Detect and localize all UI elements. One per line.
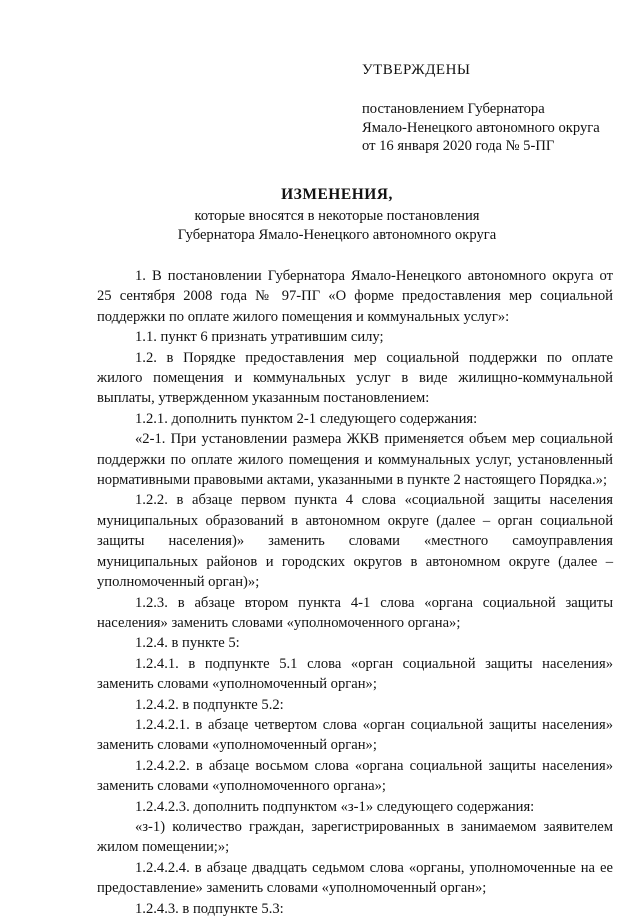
paragraph: 1.2.4. в пункте 5:	[135, 635, 240, 652]
paragraph: 1.2.4.2.1. в абзаце четвертом слова «орган социальной защиты населения» заменить словами «уполномоченный орган»;	[97, 716, 613, 754]
paragraph: 1.2. в Порядке предоставления мер социальной поддержки по оплате жилого помещения и коммунальных услуг в виде жилищно-коммунальной выплаты, утвержденном указанным постановлением:	[97, 349, 613, 407]
paragraph: 1.2.4.2.2. в абзаце восьмом слова «органа социальной защиты населения» заменить словами «уполномоченного органа»;	[97, 757, 613, 795]
approval-line: от 16 января 2020 года № 5-ПГ	[362, 138, 555, 155]
paragraph: 1.2.4.1. в подпункте 5.1 слова «орган социальной защиты населения» заменить словами «уполномоченный орган»;	[97, 655, 613, 693]
paragraph: 1.1. пункт 6 признать утратившим силу;	[135, 329, 384, 346]
paragraph: 1.2.4.2.3. дополнить подпунктом «з-1» следующего содержания:	[135, 798, 535, 815]
paragraph: 1. В постановлении Губернатора Ямало-Ненецкого автономного округа от 25 сентября 2008 года № 97-ПГ «О форме предоставления мер социальной поддержки по оплате жилого помещения и коммунальных услуг»:	[97, 268, 613, 325]
approval-title: УТВЕРЖДЕНЫ	[362, 62, 471, 78]
paragraph: 1.2.4.2. в подпункте 5.2:	[135, 696, 284, 713]
approval-block	[362, 60, 622, 156]
document-body	[97, 266, 613, 919]
paragraph: 1.2.3. в абзаце втором пункта 4-1 слова «органа социальной защиты населения» заменить словами «уполномоченного органа»;	[97, 594, 613, 631]
paragraph: 1.2.1. дополнить пунктом 2-1 следующего содержания:	[135, 410, 478, 427]
approval-line: Ямало-Ненецкого автономного округа	[362, 119, 600, 136]
heading-subtitle: которые вносятся в некоторые постановления	[194, 208, 480, 225]
paragraph: «з-1) количество граждан, зарегистрированных в занимаемом заявителем жилом помещении;»;	[97, 818, 613, 856]
paragraph: 1.2.2. в абзаце первом пункта 4 слова «социальной защиты населения муниципальных образований в автономном округе (далее – орган социальной защиты населения)» заменить словами «местного самоуправления муниципальных районов и городских округов в автономном округе (далее – уполномоченный орган)»;	[97, 492, 613, 591]
heading-title: ИЗМЕНЕНИЯ,	[281, 186, 393, 203]
document-heading	[0, 185, 640, 245]
approval-line: постановлением Губернатора	[362, 101, 545, 118]
paragraph: 1.2.4.3. в подпункте 5.3:	[135, 900, 284, 917]
paragraph: «2-1. При установлении размера ЖКВ применяется объем мер социальной поддержки по оплате жилого помещения и коммунальных услуг, установленный нормативными правовыми актами, указанными в пункте 2 настоящего Порядка.»;	[97, 431, 613, 489]
heading-subtitle: Губернатора Ямало-Ненецкого автономного округа	[177, 227, 497, 244]
paragraph: 1.2.4.2.4. в абзаце двадцать седьмом слова «органы, уполномоченные на ее предоставление» заменить словами «уполномоченный орган»;	[97, 859, 613, 897]
